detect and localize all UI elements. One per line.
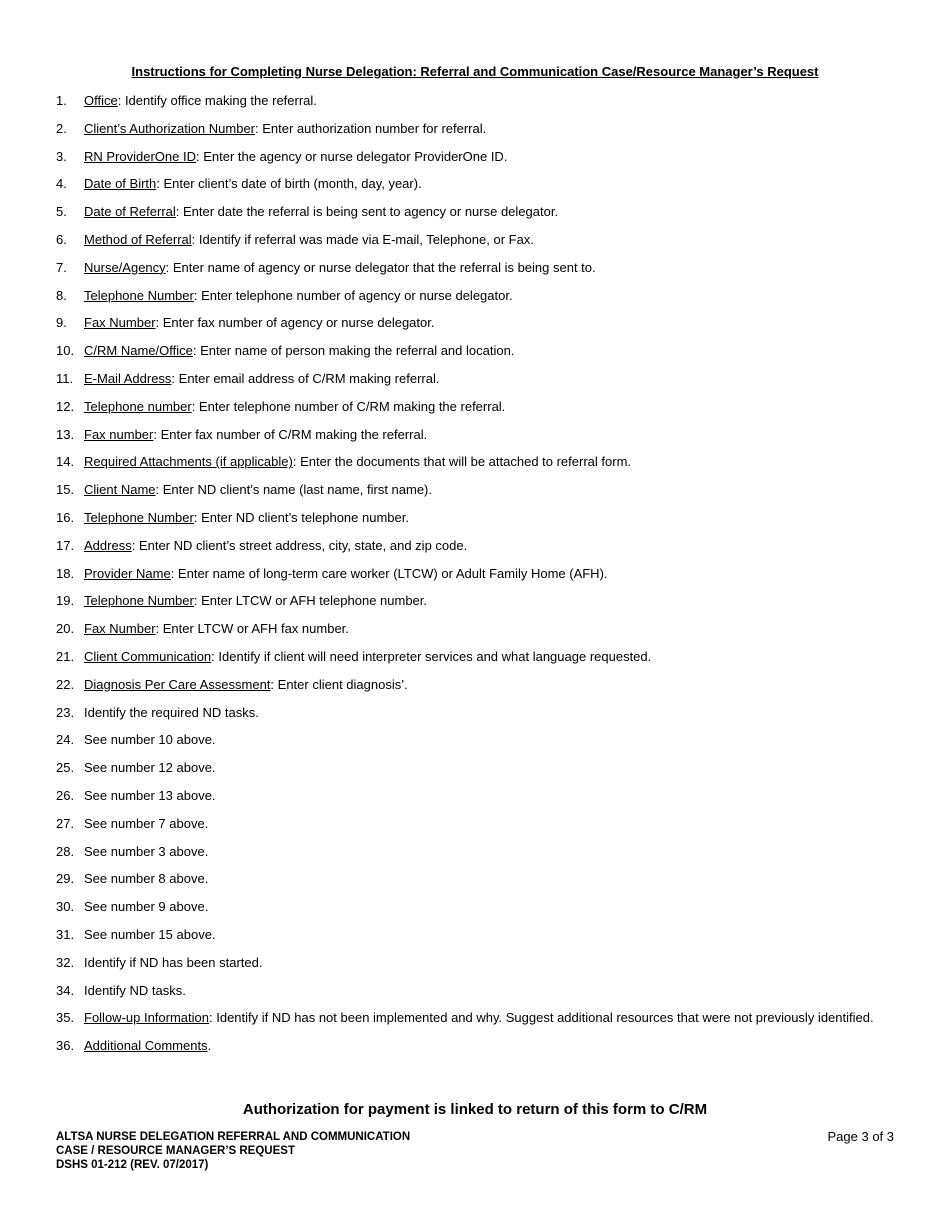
list-item: [0, 870, 950, 887]
list-item-content: [84, 203, 884, 220]
page-title: Instructions for Completing Nurse Delegation: Referral and Communication Case/Resource Manager’s Request: [131, 64, 819, 79]
list-item: [0, 898, 950, 915]
list-item: [0, 481, 950, 498]
list-item-label: Telephone Number: [84, 593, 194, 609]
list-item-number: 25.: [56, 760, 75, 776]
list-item-text: : Enter client diagnosis’.: [270, 676, 408, 692]
list-item-label: Office: [84, 93, 118, 108]
list-item-number: 32.: [56, 954, 75, 970]
list-item-number: 12.: [56, 398, 75, 414]
list-item-number: 36.: [56, 1038, 75, 1054]
list-item-text: : Enter the agency or nurse delegator ProviderOne ID.: [195, 148, 508, 164]
list-item-number: 19.: [56, 593, 75, 609]
list-item-text: : Enter name of long-term care worker (LTCW) or Adult Family Home (AFH).: [170, 565, 608, 581]
footer-form-title: ALTSA NURSE DELEGATION REFERRAL AND COMMUNICATION: [56, 1131, 411, 1143]
list-item-content: [84, 537, 884, 554]
list-item: [0, 759, 950, 776]
list-item: [0, 1037, 950, 1054]
list-item: [0, 92, 950, 109]
list-item-content: [84, 926, 884, 943]
list-item-text: : Enter telephone number of C/RM making the referral.: [191, 398, 506, 414]
list-item-content: [84, 704, 884, 721]
list-item-content: [84, 898, 884, 915]
list-item-text: See number 8 above.: [84, 871, 209, 887]
list-item-number: 34.: [56, 982, 75, 998]
list-item: [0, 175, 950, 192]
list-item-text: : Enter email address of C/RM making referral.: [171, 370, 440, 386]
list-item-number: 4.: [56, 176, 67, 192]
list-item-text: See number 9 above.: [84, 899, 209, 915]
list-item-label: Telephone Number: [84, 287, 194, 303]
list-item: [0, 954, 950, 971]
list-item-number: 6.: [56, 231, 67, 247]
list-item-text: : Enter client’s date of birth (month, day, year).: [156, 176, 422, 192]
list-item: [0, 787, 950, 804]
list-item: [0, 926, 950, 943]
list-item-number: 2.: [56, 120, 67, 136]
list-item-number: 11.: [56, 370, 74, 386]
list-item-content: [84, 481, 884, 498]
list-item-text: : Enter ND client’s name (last name, first name).: [155, 482, 432, 498]
list-item-text: See number 13 above.: [84, 787, 216, 803]
list-item-text: : Enter fax number of agency or nurse delegator.: [155, 315, 435, 331]
list-item-label: Client Name: [84, 482, 156, 498]
list-item: [0, 537, 950, 554]
list-item-content: [84, 731, 884, 748]
list-item-text: See number 15 above.: [84, 926, 216, 942]
list-item-label: Client’s Authorization Number: [84, 120, 256, 136]
authorization-note: Authorization for payment is linked to return of this form to C/RM: [242, 1101, 708, 1118]
list-item-text: .: [207, 1038, 212, 1054]
list-item-label: Provider Name: [84, 565, 171, 581]
list-item-text: Identify if ND has been started.: [84, 954, 263, 970]
list-item: [0, 1009, 950, 1026]
list-item-number: 3.: [56, 148, 67, 164]
list-item-content: [84, 592, 884, 609]
list-item-text: See number 12 above.: [84, 760, 216, 776]
list-item: [0, 565, 950, 582]
list-item-text: : Enter name of person making the referral and location.: [192, 343, 515, 359]
list-item-text: : Enter LTCW or AFH telephone number.: [193, 593, 428, 609]
list-item-number: 31.: [56, 926, 75, 942]
list-item-number: 10.: [56, 343, 75, 359]
list-item: [0, 148, 950, 165]
list-item: [0, 287, 950, 304]
list-item-content: [84, 148, 884, 165]
list-item: [0, 453, 950, 470]
list-item-content: [84, 954, 884, 971]
list-item-content: [84, 120, 884, 137]
list-item: [0, 704, 950, 721]
list-item-text: : Identify if referral was made via E-mail, Telephone, or Fax.: [191, 231, 534, 247]
list-item-number: 7.: [56, 259, 67, 275]
list-item-label: Required Attachments (if applicable): [84, 454, 293, 470]
list-item-content: [84, 843, 884, 860]
list-item-text: : Enter authorization number for referral.: [255, 120, 487, 136]
list-item-number: 22.: [56, 676, 75, 692]
list-item-text: : Enter fax number of C/RM making the referral.: [153, 426, 428, 442]
list-item: [0, 648, 950, 665]
list-item-text: : Enter telephone number of agency or nurse delegator.: [193, 287, 513, 303]
list-item-text: : Identify office making the referral.: [117, 93, 317, 108]
list-item-content: [84, 342, 884, 359]
list-item-content: [84, 370, 884, 387]
list-item-content: [84, 231, 884, 248]
instructions-list: [0, 92, 950, 1065]
list-item-label: RN ProviderOne ID: [84, 148, 196, 164]
list-item-label: Additional Comments: [84, 1038, 208, 1054]
page-number: Page 3 of 3: [827, 1129, 894, 1144]
list-item-content: [84, 815, 884, 832]
list-item-text: : Enter ND client’s telephone number.: [193, 509, 409, 525]
list-item: [0, 426, 950, 443]
list-item-content: [84, 287, 884, 304]
list-item-label: Fax number: [84, 426, 154, 442]
list-item: [0, 203, 950, 220]
list-item-number: 27.: [56, 815, 75, 831]
list-item: [0, 815, 950, 832]
list-item-text: : Enter the documents that will be attached to referral form.: [292, 454, 632, 470]
list-item-content: [84, 759, 884, 776]
list-item-label: Date of Birth: [84, 176, 157, 192]
list-item: [0, 843, 950, 860]
list-item-label: Nurse/Agency: [84, 259, 166, 275]
list-item-label: Follow-up Information: [84, 1010, 209, 1026]
list-item: [0, 982, 950, 999]
list-item-label: Fax Number: [84, 621, 156, 637]
list-item-text: : Identify if client will need interpreter services and what language requested.: [211, 648, 652, 664]
list-item-content: [84, 620, 884, 637]
form-footer: [56, 1130, 410, 1172]
list-item-number: 13.: [56, 426, 75, 442]
list-item-number: 1.: [56, 93, 67, 108]
list-item-number: 20.: [56, 621, 75, 637]
list-item-number: 29.: [56, 871, 75, 887]
list-item-content: [84, 92, 884, 109]
list-item-label: C/RM Name/Office: [84, 343, 193, 359]
list-item-label: Client Communication: [84, 648, 212, 664]
list-item-text: : Enter LTCW or AFH fax number.: [155, 621, 349, 637]
list-item-content: [84, 676, 884, 693]
list-item-content: [84, 509, 884, 526]
list-item-text: See number 7 above.: [84, 815, 209, 831]
list-item: [0, 120, 950, 137]
list-item-content: [84, 1009, 884, 1026]
list-item-number: 15.: [56, 482, 75, 498]
list-item: [0, 314, 950, 331]
list-item-content: [84, 648, 884, 665]
list-item: [0, 731, 950, 748]
list-item: [0, 370, 950, 387]
list-item: [0, 398, 950, 415]
list-item-number: 18.: [56, 565, 75, 581]
list-item-content: [84, 565, 884, 582]
list-item-content: [84, 787, 884, 804]
list-item-number: 5.: [56, 204, 67, 220]
list-item-number: 21.: [56, 648, 75, 664]
list-item-content: [84, 1037, 884, 1054]
list-item-text: : Enter name of agency or nurse delegator that the referral is being sent to.: [165, 259, 596, 275]
list-item-content: [84, 398, 884, 415]
list-item: [0, 620, 950, 637]
list-item-content: [84, 175, 884, 192]
list-item: [0, 509, 950, 526]
footer-form-number: DSHS 01-212 (REV. 07/2017): [56, 1159, 209, 1171]
list-item-label: Telephone number: [84, 398, 192, 414]
list-item-content: [84, 314, 884, 331]
list-item-content: [84, 259, 884, 276]
list-item-label: Address: [84, 537, 132, 553]
list-item-label: Date of Referral: [84, 204, 176, 220]
list-item-number: 26.: [56, 787, 75, 803]
list-item-number: 17.: [56, 537, 75, 553]
list-item-label: Telephone Number: [84, 509, 194, 525]
list-item-content: [84, 870, 884, 887]
list-item-number: 28.: [56, 843, 75, 859]
list-item-number: 35.: [56, 1010, 75, 1026]
list-item-number: 16.: [56, 509, 75, 525]
list-item: [0, 676, 950, 693]
list-item-content: [84, 426, 884, 443]
list-item-label: E-Mail Address: [84, 370, 172, 386]
list-item-text: See number 10 above.: [84, 732, 216, 748]
list-item-number: 23.: [56, 704, 75, 720]
list-item-text: : Enter date the referral is being sent to agency or nurse delegator.: [175, 204, 559, 220]
list-item-number: 9.: [56, 315, 67, 331]
list-item-content: [84, 453, 884, 470]
list-item: [0, 592, 950, 609]
list-item-label: Diagnosis Per Care Assessment: [84, 676, 271, 692]
list-item-number: 14.: [56, 454, 75, 470]
list-item-number: 8.: [56, 287, 67, 303]
list-item-text: : Identify if ND has not been implemented and why. Suggest additional resources that were not previously identified.: [209, 1010, 874, 1026]
list-item-label: Method of Referral: [84, 231, 192, 247]
list-item-text: Identify the required ND tasks.: [84, 704, 259, 720]
list-item-text: Identify ND tasks.: [84, 982, 186, 998]
list-item-content: [84, 982, 884, 999]
list-item-text: : Enter ND client’s street address, city, state, and zip code.: [131, 537, 468, 553]
list-item-label: Fax Number: [84, 315, 156, 331]
list-item: [0, 231, 950, 248]
list-item-number: 24.: [56, 732, 75, 748]
list-item: [0, 259, 950, 276]
list-item: [0, 342, 950, 359]
list-item-number: 30.: [56, 899, 75, 915]
list-item-text: See number 3 above.: [84, 843, 209, 859]
footer-form-subtitle: CASE / RESOURCE MANAGER’S REQUEST: [56, 1145, 295, 1157]
